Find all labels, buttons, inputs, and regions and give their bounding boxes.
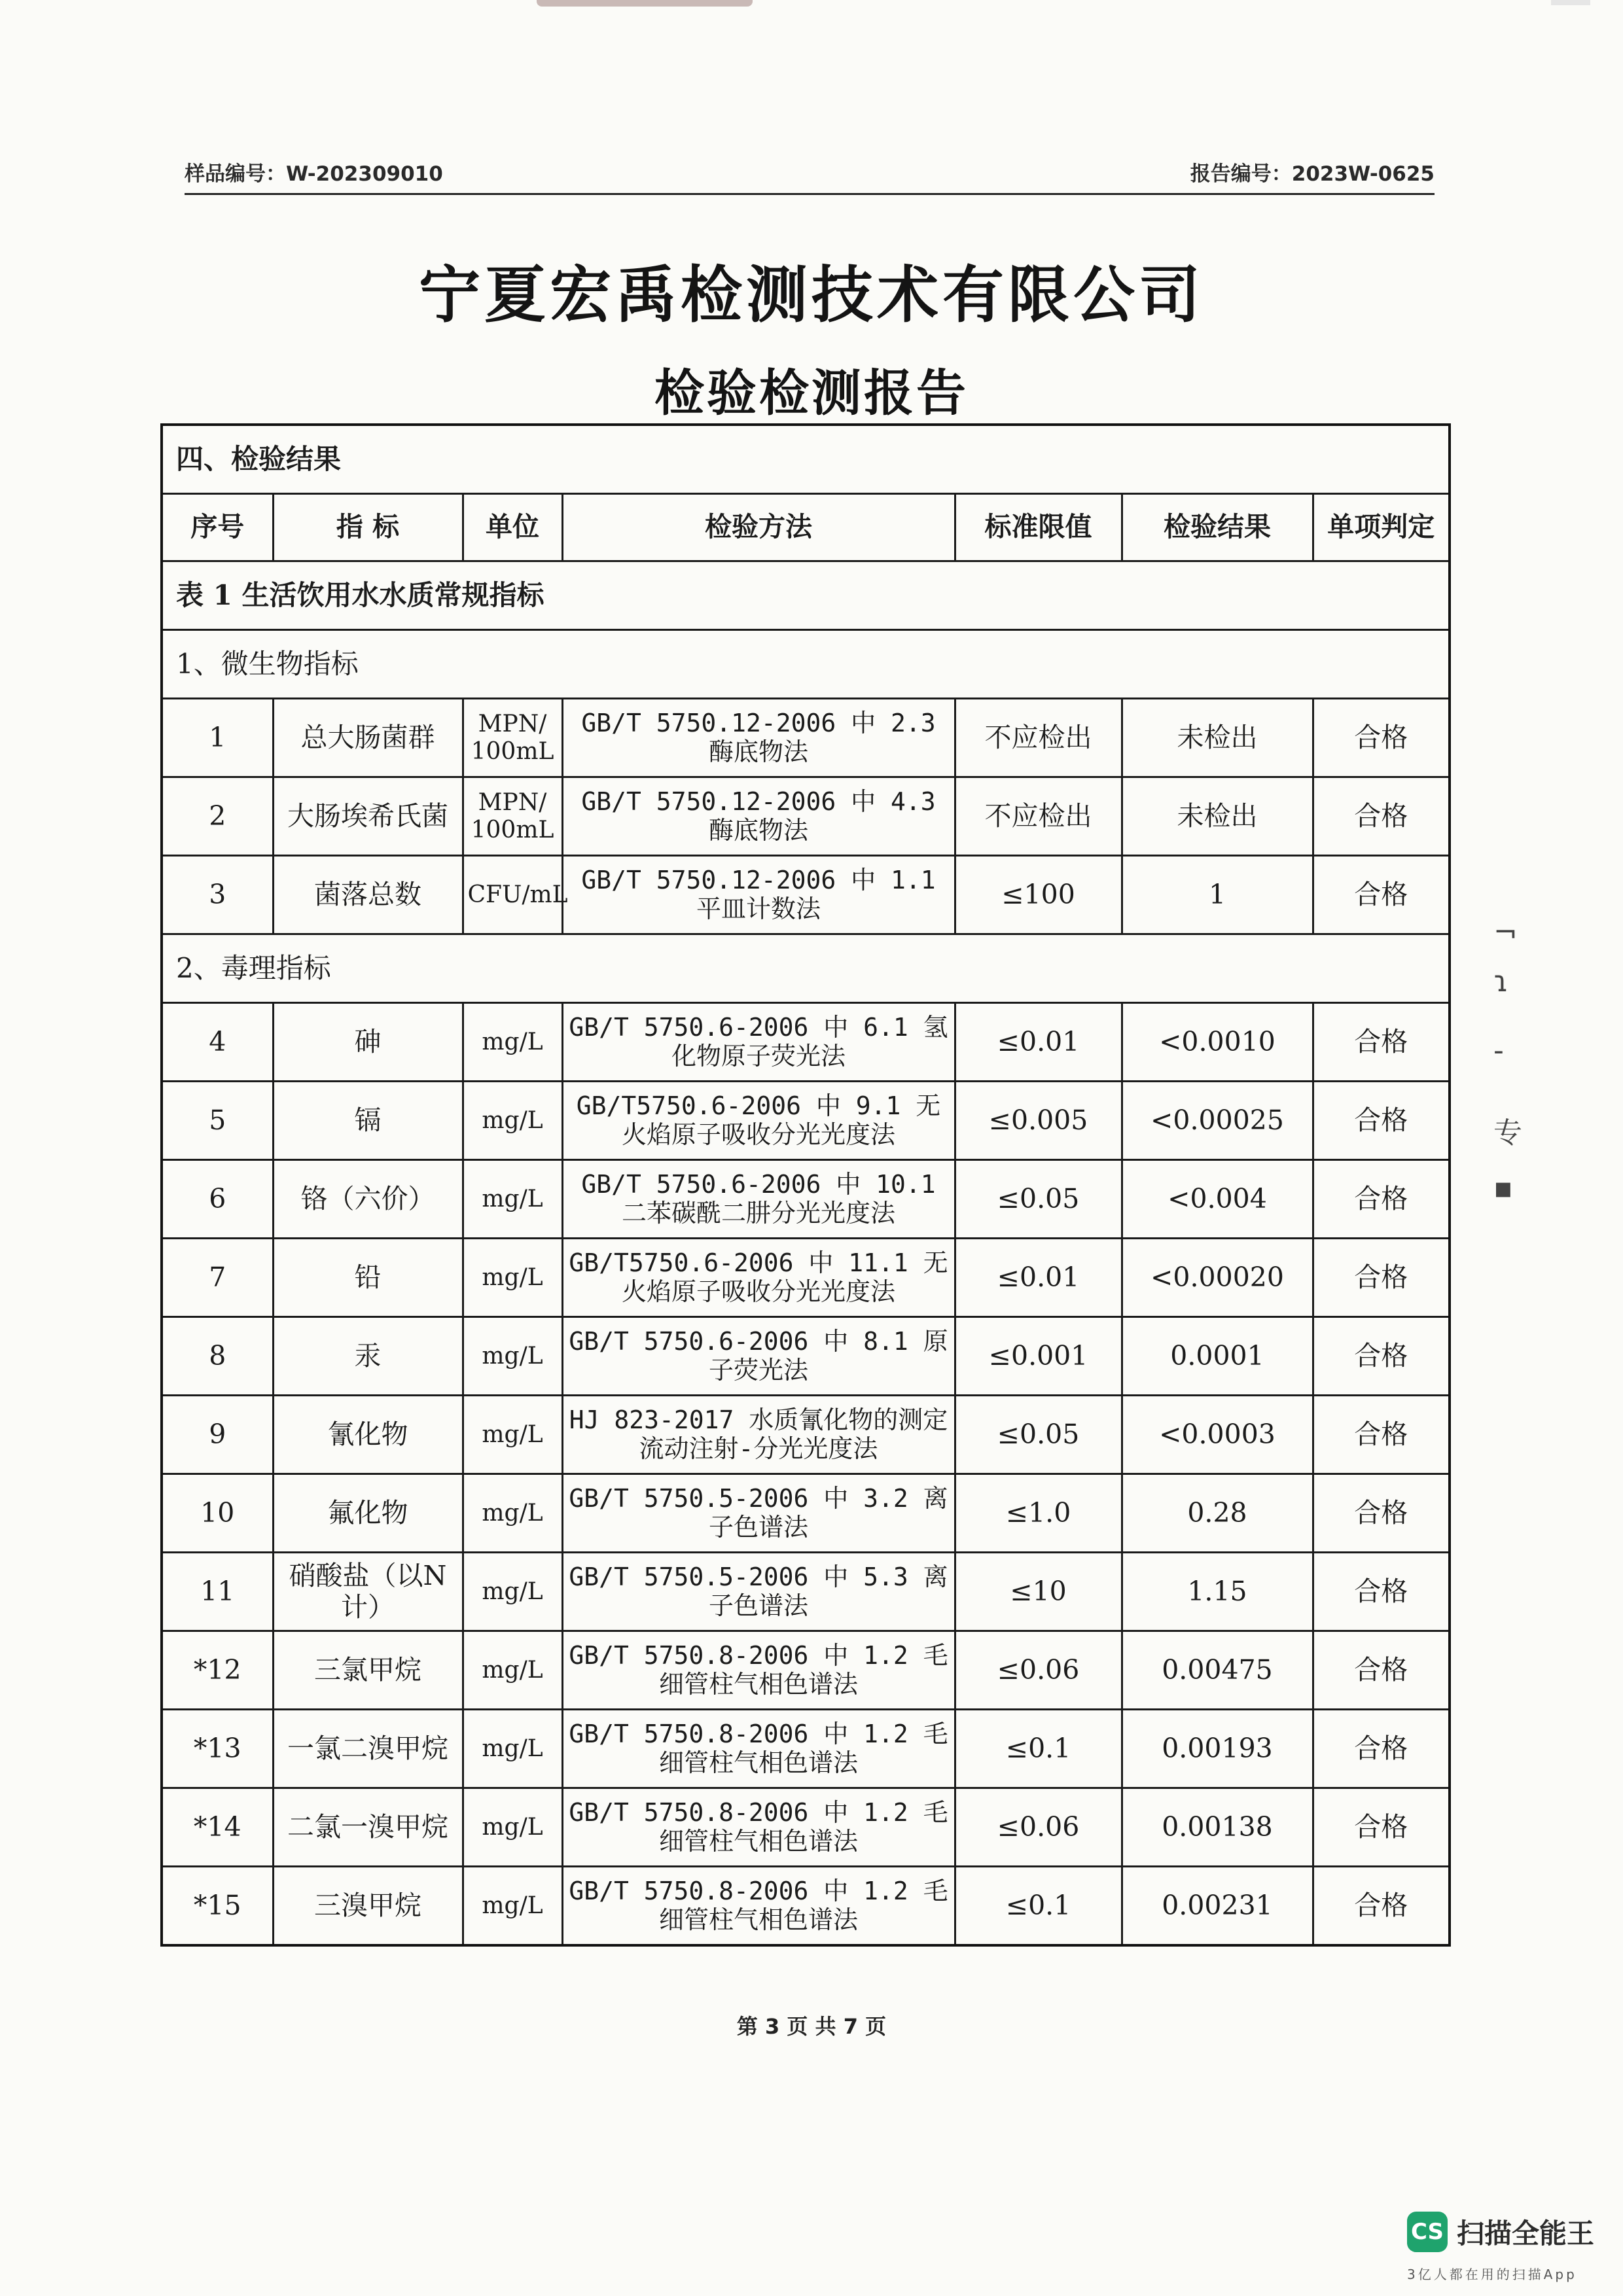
margin-mark: 专 [1493,1116,1522,1150]
row-number: *12 [162,1631,273,1710]
indicator-name: 汞 [273,1317,463,1396]
unit: mg/L [463,1788,562,1867]
table-row [162,1710,1450,1788]
table-row [162,1474,1450,1553]
test-method: GB/T 5750.5-2006 中 5.3 离子色谱法 [562,1553,955,1631]
unit: mg/L [463,1003,562,1082]
standard-limit: ≤10 [955,1553,1122,1631]
unit: mg/L [463,1239,562,1317]
section-title: 四、检验结果 [162,425,1450,494]
page-indicator: 第 3 页 共 7 页 [736,2014,887,2039]
verdict: 合格 [1313,1082,1450,1160]
scan-edge-mark [1551,0,1590,5]
column-header: 标准限值 [955,494,1122,561]
test-method: GB/T 5750.8-2006 中 1.2 毛细管柱气相色谱法 [562,1710,955,1788]
test-result: 0.00231 [1122,1867,1313,1946]
table-row [162,1631,1450,1710]
test-method: GB/T 5750.6-2006 中 6.1 氢化物原子荧光法 [562,1003,955,1082]
column-header: 检验方法 [562,494,955,561]
table-row [162,856,1450,934]
standard-limit: ≤0.01 [955,1239,1122,1317]
verdict: 合格 [1313,1553,1450,1631]
test-result: 1.15 [1122,1553,1313,1631]
indicator-name: 总大肠菌群 [273,699,463,777]
test-method: GB/T 5750.6-2006 中 10.1 二苯碳酰二肼分光光度法 [562,1160,955,1239]
test-method: GB/T5750.6-2006 中 9.1 无火焰原子吸收分光光度法 [562,1082,955,1160]
results-table [160,423,1451,1947]
verdict: 合格 [1313,1867,1450,1946]
test-result: 0.00193 [1122,1710,1313,1788]
indicator-name: 三氯甲烷 [273,1631,463,1710]
scanner-name: 扫描全能王 [1457,2217,1595,2250]
verdict: 合格 [1313,1474,1450,1553]
unit: mg/L [463,1160,562,1239]
table-row [162,699,1450,777]
indicator-name: 硝酸盐（以N计） [273,1553,463,1631]
row-number: *14 [162,1788,273,1867]
margin-mark: ¬ [1493,916,1518,949]
test-method: GB/T 5750.12-2006 中 4.3 酶底物法 [562,777,955,856]
standard-limit: ≤0.005 [955,1082,1122,1160]
indicator-name: 铬（六价） [273,1160,463,1239]
unit: MPN/ 100mL [463,777,562,856]
unit: mg/L [463,1710,562,1788]
row-number: *15 [162,1867,273,1946]
test-result: <0.00025 [1122,1082,1313,1160]
margin-mark: ɿ [1493,965,1509,998]
unit: mg/L [463,1631,562,1710]
indicator-name: 大肠埃希氏菌 [273,777,463,856]
test-method: GB/T 5750.6-2006 中 8.1 原子荧光法 [562,1317,955,1396]
margin-mark: - [1493,1034,1504,1067]
column-header: 单位 [463,494,562,561]
standard-limit: ≤0.05 [955,1160,1122,1239]
table-row [162,1788,1450,1867]
unit: mg/L [463,1082,562,1160]
table-row [162,1239,1450,1317]
standard-limit: 不应检出 [955,699,1122,777]
test-result: 未检出 [1122,777,1313,856]
test-result: 0.00475 [1122,1631,1313,1710]
standard-limit: ≤0.05 [955,1396,1122,1474]
scanner-watermark [1407,2212,1594,2252]
indicator-name: 镉 [273,1082,463,1160]
verdict: 合格 [1313,856,1450,934]
unit: MPN/ 100mL [463,699,562,777]
standard-limit: ≤1.0 [955,1474,1122,1553]
scanner-slogan: 3亿人都在用的扫描App [1407,2267,1577,2282]
table-row [162,1396,1450,1474]
unit: CFU/mL [463,856,562,934]
unit: mg/L [463,1867,562,1946]
test-result: 0.0001 [1122,1317,1313,1396]
table-row [162,1867,1450,1946]
table-title: 表 1 生活饮用水水质常规指标 [162,561,1450,630]
standard-limit: ≤0.001 [955,1317,1122,1396]
table-row [162,1317,1450,1396]
column-header: 单项判定 [1313,494,1450,561]
standard-limit: ≤0.1 [955,1710,1122,1788]
verdict: 合格 [1313,777,1450,856]
row-number: 10 [162,1474,273,1553]
standard-limit: ≤0.06 [955,1788,1122,1867]
column-header-row [162,494,1450,561]
sample-number: 样品编号：W-202309010 [185,162,443,186]
row-number: 11 [162,1553,273,1631]
row-number: 3 [162,856,273,934]
verdict: 合格 [1313,1788,1450,1867]
test-result: <0.0010 [1122,1003,1313,1082]
verdict: 合格 [1313,699,1450,777]
row-number: *13 [162,1710,273,1788]
indicator-name: 砷 [273,1003,463,1082]
table-row [162,1160,1450,1239]
table-row [162,1082,1450,1160]
test-method: GB/T 5750.8-2006 中 1.2 毛细管柱气相色谱法 [562,1867,955,1946]
standard-limit: ≤100 [955,856,1122,934]
unit: mg/L [463,1396,562,1474]
verdict: 合格 [1313,1631,1450,1710]
report-number: 报告编号：2023W-0625 [1190,162,1435,186]
unit: mg/L [463,1474,562,1553]
test-method: HJ 823-2017 水质氰化物的测定流动注射-分光光度法 [562,1396,955,1474]
row-number: 7 [162,1239,273,1317]
indicator-name: 铅 [273,1239,463,1317]
scan-edge-mark [537,0,753,7]
indicator-name: 氟化物 [273,1474,463,1553]
unit: mg/L [463,1317,562,1396]
test-method: GB/T5750.6-2006 中 11.1 无火焰原子吸收分光光度法 [562,1239,955,1317]
row-number: 9 [162,1396,273,1474]
indicator-name: 菌落总数 [273,856,463,934]
report-header [185,157,1435,195]
test-result: 0.00138 [1122,1788,1313,1867]
verdict: 合格 [1313,1710,1450,1788]
row-number: 1 [162,699,273,777]
camscanner-logo-icon: CS [1407,2212,1448,2252]
margin-mark: ▪ [1493,1171,1513,1205]
company-name: 宁夏宏禹检测技术有限公司 [418,259,1204,331]
group-title-toxicology: 2、毒理指标 [162,934,1450,1003]
indicator-name: 三溴甲烷 [273,1867,463,1946]
indicator-name: 氰化物 [273,1396,463,1474]
verdict: 合格 [1313,1003,1450,1082]
row-number: 2 [162,777,273,856]
table-row [162,1553,1450,1631]
standard-limit: 不应检出 [955,777,1122,856]
test-result: 1 [1122,856,1313,934]
standard-limit: ≤0.1 [955,1867,1122,1946]
report-title: 检验检测报告 [654,364,969,422]
test-method: GB/T 5750.12-2006 中 2.3 酶底物法 [562,699,955,777]
row-number: 6 [162,1160,273,1239]
test-result: 0.28 [1122,1474,1313,1553]
column-header: 检验结果 [1122,494,1313,561]
row-number: 8 [162,1317,273,1396]
standard-limit: ≤0.01 [955,1003,1122,1082]
unit: mg/L [463,1553,562,1631]
row-number: 4 [162,1003,273,1082]
standard-limit: ≤0.06 [955,1631,1122,1710]
test-result: <0.004 [1122,1160,1313,1239]
test-method: GB/T 5750.12-2006 中 1.1 平皿计数法 [562,856,955,934]
group-title-microbial: 1、微生物指标 [162,630,1450,699]
column-header: 指 标 [273,494,463,561]
table-row [162,1003,1450,1082]
test-result: <0.00020 [1122,1239,1313,1317]
test-method: GB/T 5750.8-2006 中 1.2 毛细管柱气相色谱法 [562,1788,955,1867]
test-result: 未检出 [1122,699,1313,777]
test-method: GB/T 5750.5-2006 中 3.2 离子色谱法 [562,1474,955,1553]
verdict: 合格 [1313,1239,1450,1317]
test-result: <0.0003 [1122,1396,1313,1474]
indicator-name: 二氯一溴甲烷 [273,1788,463,1867]
table-row [162,777,1450,856]
test-method: GB/T 5750.8-2006 中 1.2 毛细管柱气相色谱法 [562,1631,955,1710]
verdict: 合格 [1313,1317,1450,1396]
indicator-name: 一氯二溴甲烷 [273,1710,463,1788]
row-number: 5 [162,1082,273,1160]
verdict: 合格 [1313,1160,1450,1239]
column-header: 序号 [162,494,273,561]
verdict: 合格 [1313,1396,1450,1474]
